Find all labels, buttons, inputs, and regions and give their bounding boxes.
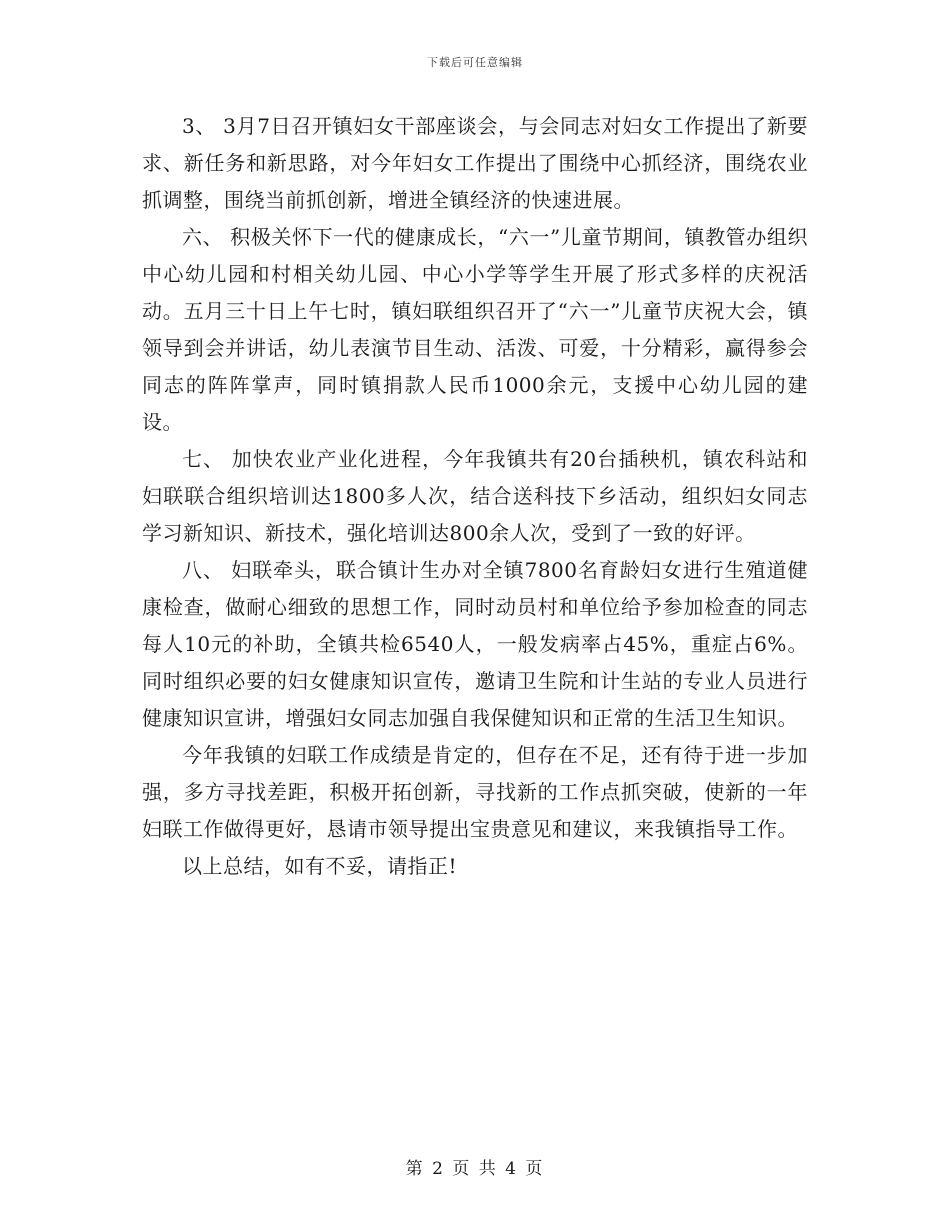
page-header: 下载后可任意编辑 [427, 56, 523, 69]
paragraph-item-6: 六、 积极关怀下一代的健康成长，“六一”儿童节期间，镇教管办组织中心幼儿园和村相关幼儿园、中心小学等学生开展了形式多样的庆祝活动。五月三十日上午七时，镇妇联组织召开了“六一”儿童节庆祝大会，镇领导到会并讲话，幼儿表演节目生动、活泼、可爱，十分精彩，赢得参会同志的阵阵掌声，同时镇捐款人民币1000余元，支援中心幼儿园的建设。 [142, 225, 808, 434]
paragraph-summary: 今年我镇的妇联工作成绩是肯定的，但存在不足，还有待于进一步加强，多方寻找差距，积极开拓创新，寻找新的工作点抓突破，使新的一年妇联工作做得更好，恳请市领导提出宝贵意见和建议，来我镇指导工作。 [142, 743, 808, 841]
paragraph-item-8: 八、 妇联牵头，联合镇计生办对全镇7800名育龄妇女进行生殖道健康检查，做耐心细致的思想工作，同时动员村和单位给予参加检查的同志每人10元的补助，全镇共检6540人，一般发病率占45%，重症占6%。同时组织必要的妇女健康知识宣传，邀请卫生院和计生站的专业人员进行健康知识宣讲，增强妇女同志加强自我保健知识和正常的生活卫生知识。 [142, 558, 808, 730]
page-number-footer: 第 2 页 共 4 页 [405, 1159, 545, 1179]
paragraph-item-3: 3、 3月7日召开镇妇女干部座谈会，与会同志对妇女工作提出了新要求、新任务和新思路，对今年妇女工作提出了围绕中心抓经济，围绕农业抓调整，围绕当前抓创新，增进全镇经济的快速进展。 [142, 114, 808, 212]
paragraph-closing: 以上总结，如有不妥，请指正! [182, 854, 458, 878]
document-body [142, 108, 808, 885]
paragraph-item-7: 七、 加快农业产业化进程，今年我镇共有20台插秧机，镇农科站和妇联联合组织培训达1800多人次，结合送科技下乡活动，组织妇女同志学习新知识、新技术，强化培训达800余人次，受到了一致的好评。 [142, 447, 808, 545]
